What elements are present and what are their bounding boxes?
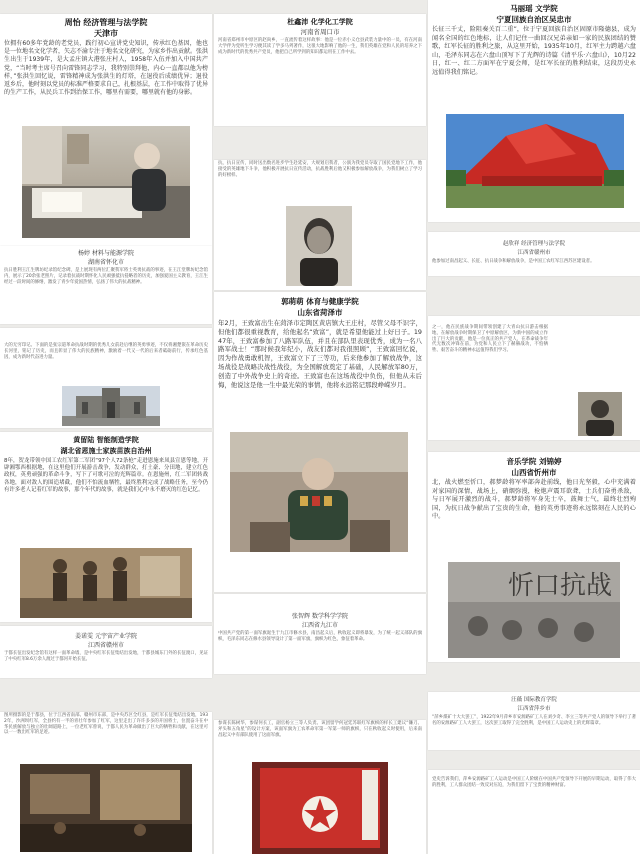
story-text: “萍乡煤矿十大大罢工”，1922年9月萍乡市安源路矿工人在刘少奇、李立三等共产党人的领导下举行了著名的安源路矿工人大罢工，这次罢工取得了完全胜利，是中国工人运动史上的光辉篇章。 — [432, 715, 636, 726]
author-place: 宁夏回族自治区吴忠市 — [496, 15, 572, 24]
author-place: 江西省萍乡市 — [517, 706, 551, 712]
story-text: 党史告诉我们，萍乡安源路矿工人运动是中国工人阶级在中国共产党领导下开展的早期运动，取得了伟大的胜利，工人群众团结一致反对压迫，为我们留下了宝贵的精神财富。 — [432, 777, 636, 788]
story-text: 大的无穷印记。下面的是张宗道革命抗战时期的优秀儿女前赴后继的英勇事迹，不仅将湘楚嵌在革命历史长河里，铭记了历史，而且彰显了伟大的民族精神，激励着一代又一代的后来者砥砺前行，传承红色基因，成为新时代奋进力量。 — [4, 343, 208, 360]
card-zhou-yi — [0, 14, 212, 246]
story-text: 位拥有60多年党龄的老党员，践行初心宣讲党史知识，传承红色基因，他也是一位地名文化学者，矢志不渝专注于地名文化研究，为家乡作出贡献。张洪生出生于1939年，是大孟庄镇大港张庄村人，1958年入伍并加入中国共产党，“当时考主席号召向雷锋同志学习，我特别崇拜他，内心一直都以他为榜样，”张洪生回忆说，雷锋精神成为张洪生的灯塔，在退役后成绩优异；退役返乡后，他时刻以党员的标准严格要求自己，扎根基层，在工作中取得了优异的生产工作，从民兵工作到治保工作，哪里有需要，哪里就有他的身影。 — [4, 40, 209, 97]
photo-exhibition-hall — [20, 764, 192, 852]
card-anyuan-strike — [428, 770, 640, 854]
author-name: 杜鑫沛 化学化工学院 — [287, 18, 353, 26]
story-text: 抗，抗日宣传，同时送出数名进步学生赴延安，大规划启我者，公演为我党员夺取了国民党地下工作，他接受的英雄地下斗争，他积极开展抗日宣传活动，抗战胜利后他又积极参加解放战争，为我们树立了学习的好榜样。 — [218, 161, 422, 178]
photo-young-portrait — [286, 206, 352, 286]
story-text: 长征三千丈，险阻奏关百二重”，位于宁夏回族自治区固原市隆德县，成为闻名全国的红色地标，让人们记住一曲回汉兄弟亲如一家的民族团结的赞歌，红军长征的胜利之旅，从这里开始，1935年10月，红军主力跨越六盘山，毛泽东同志在六盘山顶写下了光辉的诗篇《清平乐·六盘山》，10月22日，红一、红二方面军在宁夏会师，是红军长征的胜利结束，这段历史永远值得我们铭记。 — [432, 26, 636, 76]
story-text: 河南省郑州市中原区的赵尚乡，一直流传着这样故事：他是一位赤小义仓县武装力量中的一员，有在河南大学伴为党听生学习便其读了学多马列著作，这很大地影响了他的一生，我们英雄在党和人民的培养之下成为新时代的优秀共产党员，他把自己所学到的知识都运用在工作中去。 — [218, 38, 422, 55]
story-text: 年2月，王致富出生在菏泽市定陶区黄店镇大王庄村，尽管父母不识字，但他们都很重视教育，给他起名“致富”，就是希望他能过上好日子。1947年，王致富参加了八路军队伍，并且在部队里表现优秀，成为一名八路军战士！“那时候我年纪小，战友们都对我很照顾”，王致富回忆说，因为作战勇敢机智，王致富立下了三等功，后来他参加了解放战争，这场战役是战略决战性战役，为全国解放奠定了基础，人民解放军80万，创造了中外战争史上的奇迹。王致富也在这场战役中负伤，但他从未后悔，他说这是他一生中最光荣的事情，他将永远铭记那段峥嵘岁月。 — [218, 319, 422, 389]
photo-veteran — [230, 432, 408, 552]
photo-liupan-monument — [446, 114, 624, 208]
photo-memorial-arch — [62, 386, 160, 426]
author-place: 江西省九江市 — [301, 622, 338, 629]
author-place: 山西省忻州市 — [511, 468, 557, 477]
photo-red-army-statues — [20, 548, 192, 618]
author-name: 杨婷 材料与能源学院 — [78, 250, 134, 257]
story-text: 中国共产党的第一面军旗诞生于九江市修水县，南昌起义后，秋收起义即将暴发，为了统一起义部队的旗帜，毛泽东同志在修水县领导设计了第一面军旗，旗帜为红色，象征着革命。 — [218, 631, 422, 642]
author-name: 郭萌萌 体育与健康学院 — [281, 297, 359, 306]
card-liu-jin-ting — [428, 452, 640, 662]
card-guo-meng-meng — [214, 292, 426, 592]
card-du-xin-pei-2 — [214, 160, 426, 290]
story-text: 北，战火燃至忻口，郝梦龄将军率部奔赴前线，他日光坚毅，心中充满着对家国的深情，战场上，硝烟弥漫，枪炮声震耳欲聋，士兵们奋勇杀敌，与日军展开激烈的战斗，郝梦龄将军身先士卒，鼓舞士气，最终壮烈殉国，为抗日战争献出了宝贵的生命，他的英勇事迹将永远铭刻在人民的心中。 — [432, 479, 636, 521]
author-place: 湖南省怀化市 — [87, 259, 124, 266]
author-place: 江西省赣州市 — [517, 250, 551, 256]
author-name: 黄留陆 智能制造学院 — [73, 436, 139, 444]
author-name: 周怡 经济管理与法学院 — [64, 18, 148, 27]
card-huang-liu-lu — [0, 432, 212, 622]
author-place: 天津市 — [94, 29, 118, 38]
author-name: 马丽瑶 文学院 — [510, 4, 558, 13]
story-text: 抗日胜利王江生牌坊纪录馆纪念碑，是上展现有两位汇聚我军将士英勇抗战的事迹，在王江堂牌坊纪念馆内，展示了20余张老照片，记录着抗战时期怀化人民顽强抵抗侵略者的历史，加强爱国主义教育，王江生经过一段时间的修缮，激发了青少年爱国热情，弘扬了伟大的抗战精神。 — [4, 268, 208, 285]
story-text: 他参加过南昌起义、长征、抗日战争和解放战争，是中国工农红军江西苏区建设者。 — [432, 259, 595, 264]
photo-elder-writing — [22, 126, 190, 238]
story-text: 之一，他在民族战争期间带领创建了大青山抗日游击根据地，在解放战争时期保卫了中原解放区，为新中国的成立作出了巨大的贡献，他是一位真正的共产党人，在革命战争年代无数次冲锋在前，为党和人民立下了赫赫战功，不怕牺牲、艰苦奋斗的精神永远值得我们学习。 — [432, 325, 548, 354]
story-text: 图所摄影的是于都县，位于江西省南部、赣州市东部，是中央苏区全红县，是红军长征集结出发地，1932年，沙洲坝红军，全县约有一半的青壮年参加了红军，这里走出了许许多多的开国将士，位置奋斗在中华民族解放与独立的壮阔道路上，一位老红军曾说，于都人民为革命做出了巨大的牺牲和贡献，在这里可以一一数出红军的足迹。 — [4, 713, 208, 736]
photo-xinkou-relief — [448, 562, 620, 658]
author-name: 张智辉 数学科学学院 — [292, 613, 348, 620]
author-place: 湖北省恩施土家族苗族自治州 — [60, 447, 152, 455]
card-ma-li-yao — [428, 0, 640, 222]
story-text: 于都长征出发纪念馆有这样一面革命墙，是中央红军长征集结出发地，于都县城东门外的长征渡口，见证了中央红军8.6万余人渡过于都河开始长征。 — [4, 651, 208, 662]
card-zhang-zhi-hui — [214, 594, 426, 674]
card-memorial-arch — [0, 328, 212, 428]
card-zhao-xin-xiang — [428, 232, 640, 276]
card-jiang-nuo-wen — [0, 626, 212, 678]
author-name: 赵欣祥 经济管理与法学院 — [502, 241, 566, 247]
story-text: 8年，贺龙带领中国工农红军第二军团“97个人72条枪”走进恩施来凤县宣恩等地，开辟湘鄂西根据地，在这里他们开展游击战争，发动群众，打土豪、分田地，建立红色政权，英勇顽强的革命斗争，写下了可歌可泣的光辉篇章。在恩施州，红二军团转战各地，面对敌人的围追堵截，他们不怕流血牺牲，最终胜利完成了战略任务，至今仍有许多老人记着红军的故事，那个年代的故事，就是我们心中永不磨灭的红色记忆。 — [4, 458, 208, 493]
card-yang-ting — [0, 246, 212, 324]
author-place: 江西省赣州市 — [87, 642, 124, 649]
author-name: 姜诺雯 元宇宙产业学院 — [75, 633, 137, 640]
story-text: 参谋长陈树华，参谋何长工，副官杨立三等人负责。该团留学何冠廷苏联红军旗帜的样长工建议“镰刀、斧头和五角星”的设计方案，该面军旗为工农革命军第一军第一师的旗帜，只在秋收起义时使用，后来南昌起义中有部队使用了这面军旗。 — [218, 721, 422, 738]
photo-general-portrait — [578, 392, 622, 436]
card-army-flag — [214, 720, 426, 854]
card-du-xin-pei — [214, 14, 426, 126]
card-yudu — [0, 712, 212, 854]
card-general-story — [428, 316, 640, 440]
author-name: 汪薇 国际教育学院 — [511, 697, 557, 703]
svg-text:忻口抗战: 忻口抗战 — [508, 571, 613, 601]
author-name: 音乐学院 刘锦婷 — [506, 457, 562, 466]
card-wang-wei — [428, 692, 640, 750]
author-place: 山东省菏泽市 — [297, 308, 343, 317]
photo-army-flag — [252, 762, 388, 854]
author-place: 河南省周口市 — [300, 28, 340, 36]
